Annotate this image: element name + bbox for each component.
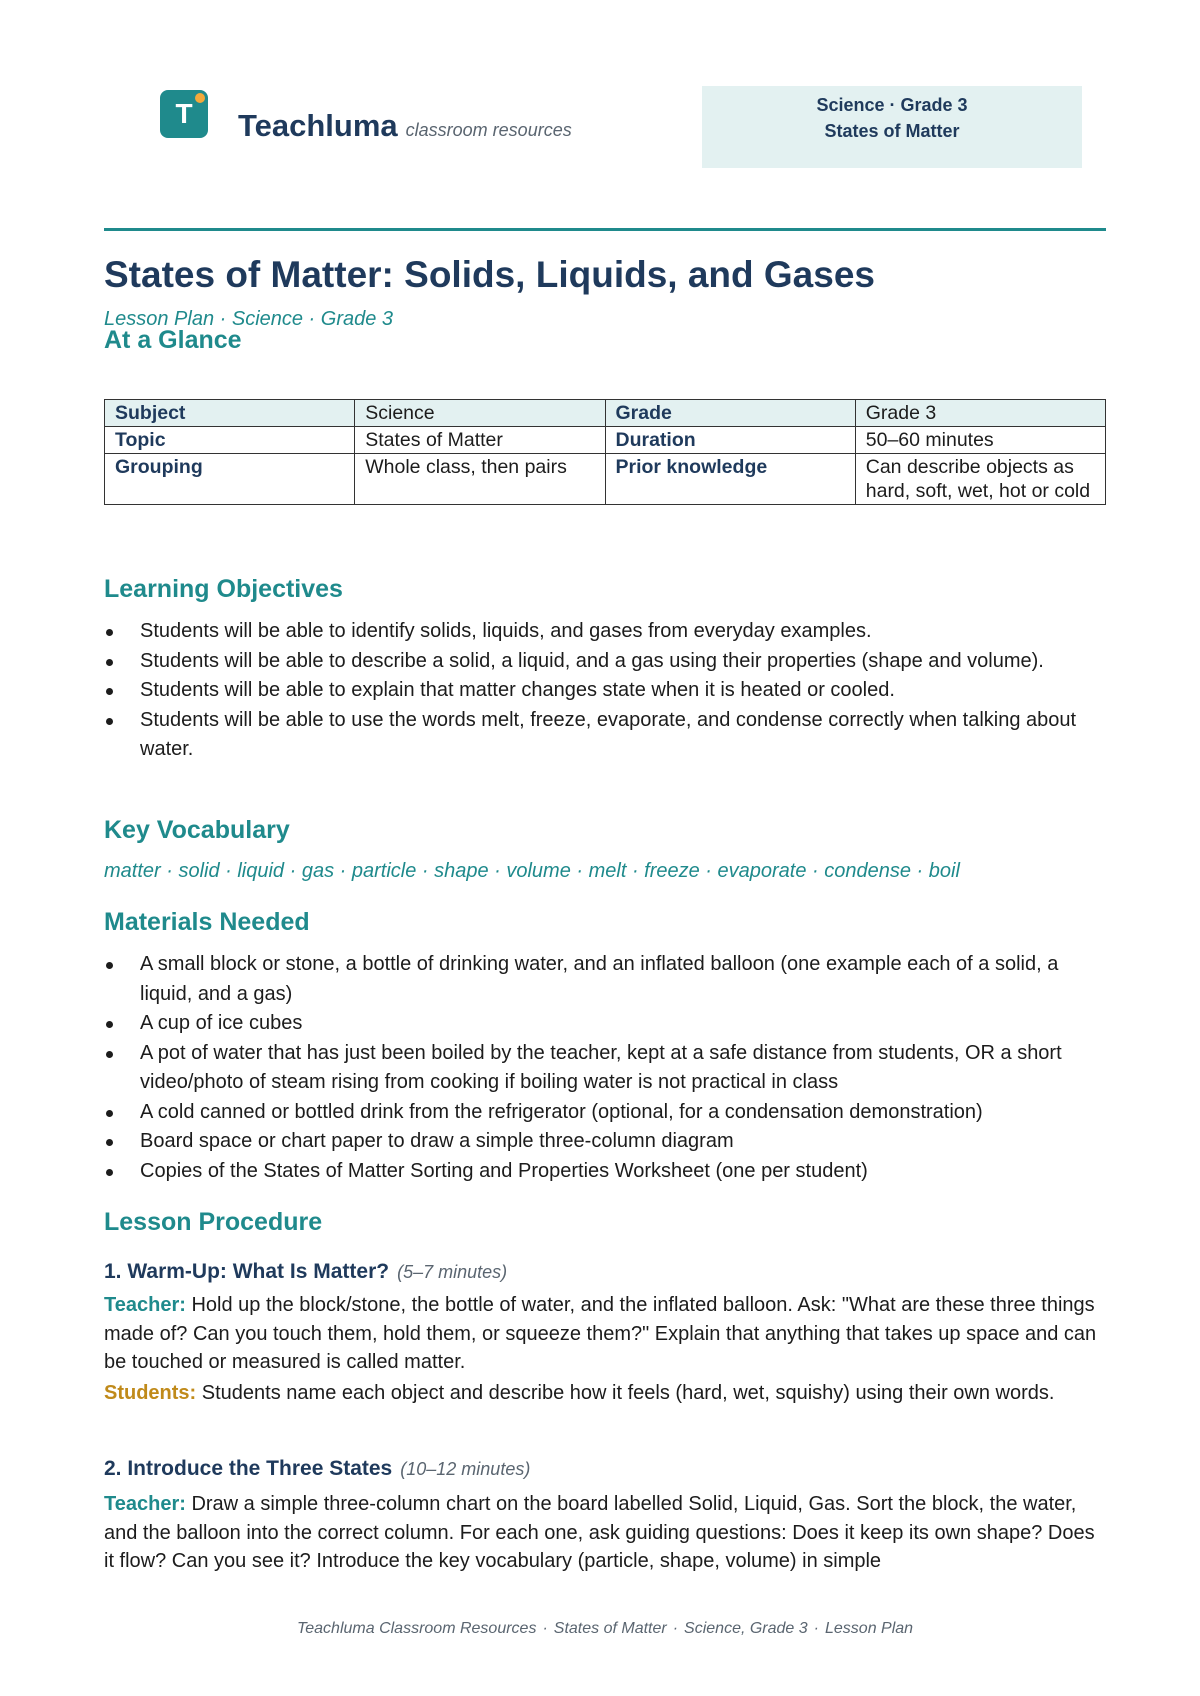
list-item: A small block or stone, a bottle of drinking water, and an inflated balloon (one example each of a solid, a liquid, and a gas) [104, 950, 1106, 1009]
table-value: Science [355, 400, 605, 427]
student-activity [104, 1379, 1106, 1408]
logo-dot [195, 93, 205, 103]
table-value: 50–60 minutes [855, 427, 1105, 454]
page-subtitle: Lesson Plan · Science · Grade 3 [104, 308, 394, 330]
section-heading-lesson-procedure: Lesson Procedure [104, 1208, 323, 1236]
vocabulary-terms: matter · solid · liquid · gas · particle · shape · volume · melt · freeze · evaporate · condense · boil [104, 860, 960, 882]
step-heading [104, 1457, 530, 1481]
teacher-text: Draw a simple three-column chart on the board labelled Solid, Liquid, Gas. Sort the block, the water, and the balloon into the correct column. For each one, ask guiding questions: Does it keep its own shape? Does it flow? Can you see it? Introduce the key vocabulary (particle, shape, volume) in simple [104, 1493, 1095, 1572]
table-value: States of Matter [355, 427, 605, 454]
teacher-label: Teacher: [104, 1294, 186, 1316]
step-heading [104, 1260, 507, 1284]
table-label: Grouping [105, 454, 355, 505]
step-title: 2. Introduce the Three States [104, 1457, 393, 1480]
step-duration: (10–12 minutes) [400, 1459, 531, 1479]
list-item: Students will be able to explain that matter changes state when it is heated or cooled. [104, 676, 1106, 706]
teacher-label: Teacher: [104, 1493, 186, 1515]
list-item: Students will be able to use the words melt, freeze, evaporate, and condense correctly when talking about water. [104, 706, 1106, 765]
header-topic: States of Matter [824, 121, 960, 141]
list-item: A pot of water that has just been boiled by the teacher, kept at a safe distance from students, OR a short video/photo of steam rising from cooking if boiling water is not practical in class [104, 1039, 1106, 1098]
logo-letter: T [175, 98, 193, 129]
footer-publisher: Teachluma Classroom Resources [296, 1620, 537, 1637]
page-footer: Teachluma Classroom Resources · States of Matter · Science, Grade 3 · Lesson Plan [296, 1620, 914, 1637]
step-duration: (5–7 minutes) [397, 1262, 508, 1282]
teacher-instruction [104, 1291, 1106, 1377]
list-item: Students will be able to describe a solid, a liquid, and a gas using their properties (shape and volume). [104, 647, 1106, 677]
table-label: Topic [105, 427, 355, 454]
footer-doc-type: Lesson Plan [825, 1620, 914, 1637]
table-value: Whole class, then pairs [355, 454, 605, 505]
teachluma-logo-icon [160, 90, 208, 138]
table-row [105, 454, 1106, 505]
table-label: Grade [605, 400, 855, 427]
brand-tagline: classroom resources [405, 120, 572, 140]
list-item: A cold canned or bottled drink from the refrigerator (optional, for a condensation demonstration) [104, 1098, 1106, 1128]
materials-list [104, 950, 1106, 1186]
section-heading-learning-objectives: Learning Objectives [104, 575, 343, 603]
table-label: Prior knowledge [605, 454, 855, 505]
teacher-instruction [104, 1490, 1106, 1576]
section-heading-at-a-glance: At a Glance [104, 326, 242, 354]
students-label: Students: [104, 1382, 197, 1404]
list-item: Board space or chart paper to draw a simple three-column diagram [104, 1127, 1106, 1157]
step-title: 1. Warm-Up: What Is Matter? [104, 1260, 390, 1283]
teacher-text: Hold up the block/stone, the bottle of water, and the inflated balloon. Ask: "What are these three things made of? Can you touch them, hold them, or squeeze them?" Explain that anything that takes up space and can be touched or measured is called matter. [104, 1294, 1097, 1373]
subject-grade-box [702, 86, 1082, 168]
footer-topic: States of Matter [553, 1620, 667, 1637]
brand-name: Teachluma classroom resources [238, 108, 572, 143]
objectives-list [104, 617, 1106, 765]
header-subject-grade: Science · Grade 3 [816, 95, 968, 115]
table-row [105, 400, 1106, 427]
section-heading-key-vocabulary: Key Vocabulary [104, 816, 290, 844]
list-item: A cup of ice cubes [104, 1009, 1106, 1039]
table-label: Duration [605, 427, 855, 454]
header-divider [104, 228, 1106, 231]
table-row [105, 427, 1106, 454]
table-value: Can describe objects as hard, soft, wet, hot or cold [855, 454, 1105, 505]
list-item: Students will be able to identify solids, liquids, and gases from everyday examples. [104, 617, 1106, 647]
students-text: Students name each object and describe how it feels (hard, wet, squishy) using their own words. [201, 1382, 1055, 1404]
page-title: States of Matter: Solids, Liquids, and Gases [104, 254, 875, 295]
table-label: Subject [105, 400, 355, 427]
footer-subject: Science, Grade 3 [684, 1620, 808, 1637]
section-heading-materials-needed: Materials Needed [104, 908, 310, 936]
table-value: Grade 3 [855, 400, 1105, 427]
list-item: Copies of the States of Matter Sorting and Properties Worksheet (one per student) [104, 1157, 1106, 1187]
at-a-glance-table [104, 399, 1106, 505]
